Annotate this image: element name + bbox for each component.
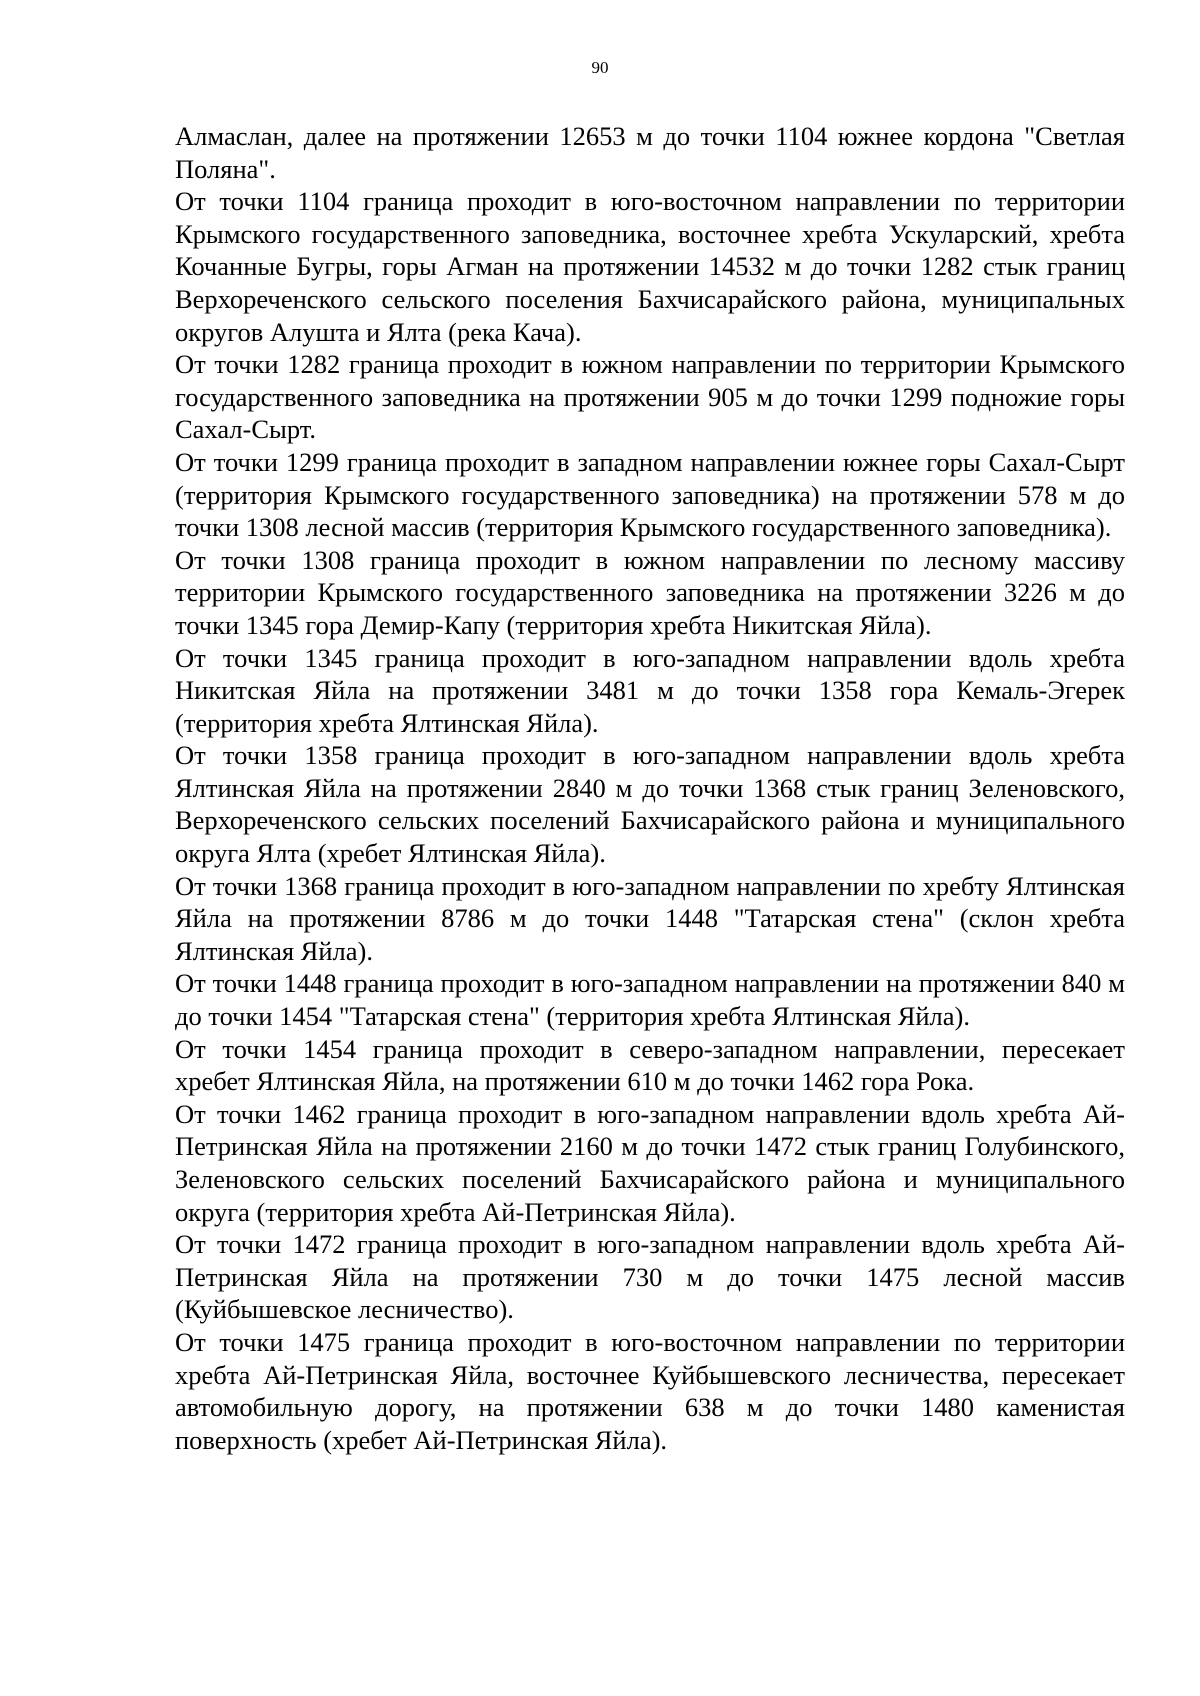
paragraph-12: От точки 1472 граница проходит в юго-западном направлении вдоль хребта Ай-Петринская Яйла на протяжении 730 м до точки 1475 лесной массив (Куйбышевское лесничество). xyxy=(175,1229,1125,1325)
document-body xyxy=(175,120,1125,1456)
paragraph-1: Алмаслан, далее на протяжении 12653 м до точки 1104 южнее кордона "Светлая Поляна". xyxy=(175,121,1125,184)
paragraph-6: От точки 1345 граница проходит в юго-западном направлении вдоль хребта Никитская Яйла на протяжении 3481 м до точки 1358 гора Кемаль-Эгерек (территория хребта Ялтинская Яйла). xyxy=(175,642,1125,738)
paragraph-7: От точки 1358 граница проходит в юго-западном направлении вдоль хребта Ялтинская Яйла на протяжении 2840 м до точки 1368 стык границ Зеленовского, Верхореченского сельских поселений Бахчисарайского района и муниципального округа Ялта (хребет Ялтинская Яйла). xyxy=(175,740,1125,869)
paragraph-4: От точки 1299 граница проходит в западном направлении южнее горы Сахал-Сырт (территория Крымского государственного заповедника) на протяжении 578 м до точки 1308 лесной массив (территория Крымского государственного заповедника). xyxy=(175,446,1125,543)
paragraph-13: От точки 1475 граница проходит в юго-восточном направлении по территории хребта Ай-Петринская Яйла, восточнее Куйбышевского лесничества, пересекает автомобильную дорогу, на протяжении 638 м до точки 1480 каменистая поверхность (хребет Ай-Петринская Яйла). xyxy=(175,1326,1125,1455)
paragraph-8: От точки 1368 граница проходит в юго-западном направлении по хребту Ялтинская Яйла на протяжении 8786 м до точки 1448 "Татарская стена" (склон хребта Ялтинская Яйла). xyxy=(175,870,1125,966)
paragraph-9: От точки 1448 граница проходит в юго-западном направлении на протяжении 840 м до точки 1454 "Татарская стена" (территория хребта Ялтинская Яйла). xyxy=(175,968,1125,1032)
paragraph-11: От точки 1462 граница проходит в юго-западном направлении вдоль хребта Ай-Петринская Яйла на протяжении 2160 м до точки 1472 стык границ Голубинского, Зеленовского сельских поселений Бахчисарайского района и муниципального округа (территория хребта Ай-Петринская Яйла). xyxy=(175,1098,1125,1227)
page-number: 90 xyxy=(591,58,609,77)
paragraph-3: От точки 1282 граница проходит в южном направлении по территории Крымского государственного заповедника на протяжении 905 м до точки 1299 подножие горы Сахал-Сырт. xyxy=(175,349,1125,445)
paragraph-5: От точки 1308 граница проходит в южном направлении по лесному массиву территории Крымского государственного заповедника на протяжении 3226 м до точки 1345 гора Демир-Капу (территория хребта Никитская Яйла). xyxy=(175,544,1125,640)
paragraph-10: От точки 1454 граница проходит в северо-западном направлении, пересекает хребет Ялтинская Яйла, на протяжении 610 м до точки 1462 гора Рока. xyxy=(175,1033,1125,1097)
paragraph-2: От точки 1104 граница проходит в юго-восточном направлении по территории Крымского государственного заповедника, восточнее хребта Ускуларский, хребта Кочанные Бугры, горы Агман на протяжении 14532 м до точки 1282 стык границ Верхореченского сельского поселения Бахчисарайского района, муниципальных округов Алушта и Ялта (река Кача). xyxy=(175,186,1125,347)
